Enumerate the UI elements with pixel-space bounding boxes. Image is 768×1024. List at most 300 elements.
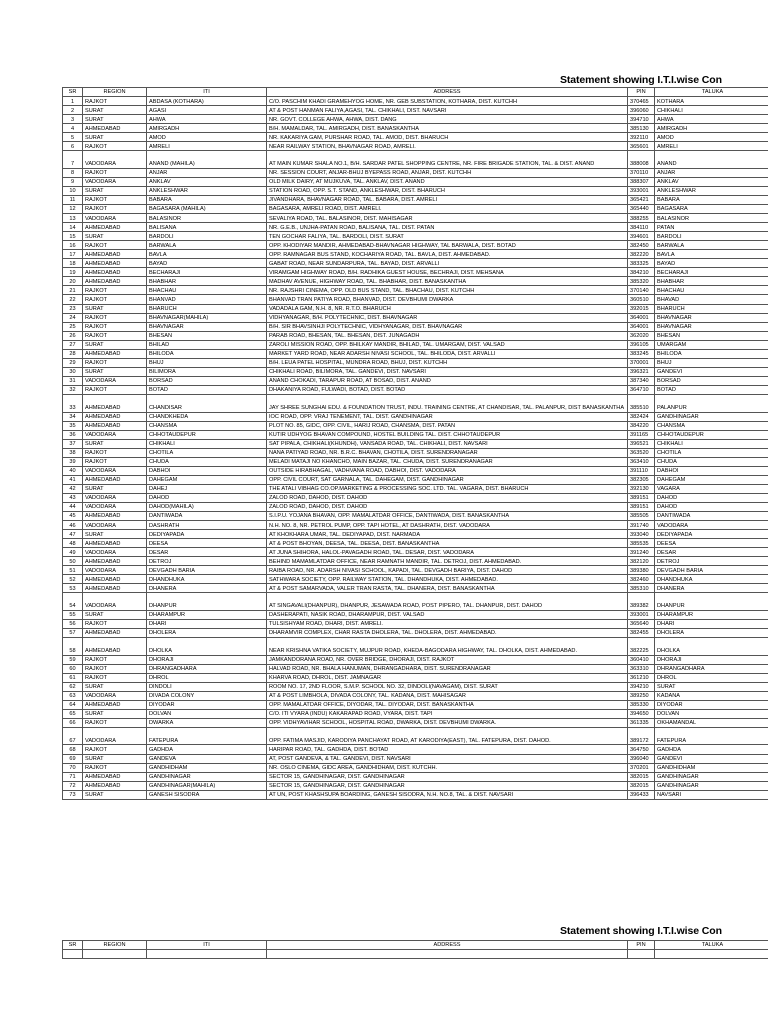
- table-row: [63, 457, 768, 466]
- cell-region: RAJKOT: [83, 358, 147, 367]
- cell-region: AHMEDABAD: [83, 349, 147, 358]
- table-row: [63, 277, 768, 286]
- cell-iti: BHILODA: [147, 349, 267, 358]
- cell-sr: 12: [63, 205, 83, 214]
- cell-address: THE ATALI VIBHAG CO.OP.MARKETING & PROCESSING SOC. LTD. TAL. VAGARA, DIST. BHARUCH: [267, 484, 628, 493]
- cell-address: OPP. VIDHYAVIHAR SCHOOL, HOSPITAL ROAD, DWARKA, DIST. DEVBHUMI DWARKA.: [267, 718, 628, 727]
- cell-pin: 365440: [628, 205, 655, 214]
- cell-sr: 69: [63, 754, 83, 763]
- cell-pin: 382305: [628, 475, 655, 484]
- cell-region: SURAT: [83, 106, 147, 115]
- cell-pin: 382455: [628, 629, 655, 638]
- cell-taluka: ANJAR: [655, 168, 768, 177]
- table-row: [63, 106, 768, 115]
- cell-iti: DABHOI: [147, 466, 267, 475]
- table-row: [63, 349, 768, 358]
- cell-region: VADODARA: [83, 691, 147, 700]
- cell-sr: 71: [63, 772, 83, 781]
- table-header-row-repeat: [63, 941, 768, 950]
- table-row: [63, 232, 768, 241]
- table-row: [63, 412, 768, 421]
- cell-sr: 55: [63, 610, 83, 619]
- cell-sr: 41: [63, 475, 83, 484]
- cell-sr: 49: [63, 548, 83, 557]
- cell-iti: DEVGADH BARIA: [147, 566, 267, 575]
- cell-taluka: DHANPUR: [655, 593, 768, 611]
- cell-taluka: DABHOI: [655, 466, 768, 475]
- cell-address: AT SINGAVALI(DHANPUR), DHANPUR, JESAWADA ROAD, POST PIPERO, TAL. DHANPUR, DIST. DAHOD: [267, 593, 628, 611]
- cell-address: RAIBA ROAD, NR. ADARSH NIVASI SCHOOL, KAPADI, TAL. DEVGADH BARIYA, DIST. DAHOD: [267, 566, 628, 575]
- cell-taluka: BAGASARA: [655, 205, 768, 214]
- table-row: [63, 286, 768, 295]
- cell-iti: DAHOD: [147, 493, 267, 502]
- header-region: REGION: [83, 941, 147, 950]
- cell-pin: 389250: [628, 691, 655, 700]
- cell-taluka: BOTAD: [655, 385, 768, 394]
- header-iti: ITI: [147, 88, 267, 97]
- cell-pin: 364001: [628, 322, 655, 331]
- cell-address: VADADALA GAM, N.H. 8, NR. R.T.O. BHARUCH: [267, 304, 628, 313]
- table-row: [63, 557, 768, 566]
- cell-taluka: BHACHAU: [655, 286, 768, 295]
- cell-iti: ANAND (MAHILA): [147, 151, 267, 169]
- cell-pin: 385310: [628, 584, 655, 593]
- cell-pin: 360410: [628, 655, 655, 664]
- cell-pin: 389151: [628, 493, 655, 502]
- cell-pin: 365421: [628, 195, 655, 204]
- cell-iti: DHANDHUKA: [147, 575, 267, 584]
- cell-pin: 393040: [628, 530, 655, 539]
- cell-region: RAJKOT: [83, 195, 147, 204]
- cell-pin: 392130: [628, 484, 655, 493]
- cell-sr: 50: [63, 557, 83, 566]
- cell-taluka: AMIRGADH: [655, 124, 768, 133]
- cell-taluka: DAHEGAM: [655, 475, 768, 484]
- table-row: [63, 97, 768, 106]
- cell-iti: BALASINOR: [147, 214, 267, 223]
- cell-iti: CHANDKHEDA: [147, 412, 267, 421]
- table-row: [63, 142, 768, 151]
- cell-iti: GANDHIDHAM: [147, 763, 267, 772]
- cell-pin: 382220: [628, 250, 655, 259]
- cell-region: AHMEDABAD: [83, 395, 147, 413]
- cell-pin: 364001: [628, 313, 655, 322]
- cell-iti: CHOTILA: [147, 448, 267, 457]
- cell-pin: 361335: [628, 718, 655, 727]
- cell-taluka: BAVLA: [655, 250, 768, 259]
- cell-region: RAJKOT: [83, 763, 147, 772]
- cell-iti: GANESH SISODRA: [147, 790, 267, 799]
- table-row: [63, 619, 768, 628]
- cell-pin: 388255: [628, 214, 655, 223]
- cell-sr: 46: [63, 521, 83, 530]
- cell-sr: 27: [63, 340, 83, 349]
- cell-sr: 44: [63, 502, 83, 511]
- cell-region: SURAT: [83, 682, 147, 691]
- cell-taluka: AMOD: [655, 133, 768, 142]
- cell-pin: 370201: [628, 763, 655, 772]
- cell-address: HALVAD ROAD, NR. BHALA HANUMAN, DHRANGADHARA, DIST. SURENDRANAGAR: [267, 664, 628, 673]
- cell-address: PLOT NO. 85, GIDC, OPP. CIVIL, HARIJ ROAD, CHANSMA, DIST. PATAN: [267, 421, 628, 430]
- cell-region: SURAT: [83, 709, 147, 718]
- table-row: [63, 385, 768, 394]
- cell-address: B/H. MAMALDAR, TAL. AMIRGADH, DIST. BANASKANTHA: [267, 124, 628, 133]
- cell-taluka: DHOLKA: [655, 638, 768, 656]
- cell-iti: CHIKHALI: [147, 439, 267, 448]
- cell-address: DHAKANIYA ROAD, FULWADI, BOTAD, DIST. BOTAD: [267, 385, 628, 394]
- cell-address: OPP. MAMALATDAR OFFICE, DIYODAR, TAL. DIYODAR, DIST. BANASKANTHA: [267, 700, 628, 709]
- table-row: [63, 223, 768, 232]
- header-taluka: TALUKA: [655, 941, 768, 950]
- cell-address: AT & POST BHOYAN, DEESA, TAL. DEESA, DIST. BANASKANTHA: [267, 539, 628, 548]
- cell-region: RAJKOT: [83, 619, 147, 628]
- cell-iti: CHANDISAR: [147, 395, 267, 413]
- cell-sr: 3: [63, 115, 83, 124]
- cell-iti: DANTIWADA: [147, 512, 267, 521]
- cell-address: JAMKANDORANA ROAD, NR. OVER BRIDGE, DHORAJI, DIST. RAJKOT: [267, 655, 628, 664]
- cell-region: RAJKOT: [83, 745, 147, 754]
- cell-taluka: DHARAMPUR: [655, 610, 768, 619]
- cell-address: DASHERAPATI, NASIK ROAD, DHARAMPUR, DIST. VALSAD: [267, 610, 628, 619]
- cell-sr: 4: [63, 124, 83, 133]
- cell-pin: 389151: [628, 502, 655, 511]
- cell-taluka: BAYAD: [655, 259, 768, 268]
- cell-region: SURAT: [83, 232, 147, 241]
- cell-region: VADODARA: [83, 430, 147, 439]
- table-row: [63, 700, 768, 709]
- cell-iti: BAYAD: [147, 259, 267, 268]
- cell-pin: 391110: [628, 466, 655, 475]
- cell-sr: 1: [63, 97, 83, 106]
- cell-address: BHANVAD TRAN PATIYA ROAD, BHANVAD, DIST. DEVBHUMI DWARKA: [267, 295, 628, 304]
- cell-pin: 392110: [628, 133, 655, 142]
- cell-iti: DETROJ: [147, 557, 267, 566]
- cell-iti: BARDOLI: [147, 232, 267, 241]
- cell-pin: 389382: [628, 593, 655, 611]
- cell-pin: 385535: [628, 539, 655, 548]
- table-row: [63, 629, 768, 638]
- cell-pin: 385320: [628, 277, 655, 286]
- table-row: [63, 727, 768, 745]
- cell-taluka: BABARA: [655, 195, 768, 204]
- cell-iti: DESAR: [147, 548, 267, 557]
- cell-sr: 59: [63, 655, 83, 664]
- cell-sr: 24: [63, 313, 83, 322]
- cell-sr: 67: [63, 727, 83, 745]
- empty-row: [63, 950, 768, 959]
- table-row: [63, 664, 768, 673]
- cell-sr: 34: [63, 412, 83, 421]
- cell-taluka: DAHOD: [655, 493, 768, 502]
- header-sr: SR: [63, 941, 83, 950]
- statement-title: Statement showing I.T.I.wise Con: [560, 74, 722, 86]
- cell-pin: 388307: [628, 177, 655, 186]
- cell-sr: 40: [63, 466, 83, 475]
- cell-region: VADODARA: [83, 177, 147, 186]
- cell-taluka: DHANDHUKA: [655, 575, 768, 584]
- cell-pin: 382015: [628, 781, 655, 790]
- cell-pin: 382450: [628, 241, 655, 250]
- cell-iti: ABDASA (KOTHARA): [147, 97, 267, 106]
- cell-pin: 389380: [628, 566, 655, 575]
- cell-iti: DINDOLI: [147, 682, 267, 691]
- cell-iti: BOTAD: [147, 385, 267, 394]
- table-row: [63, 584, 768, 593]
- cell-region: AHMEDABAD: [83, 557, 147, 566]
- cell-address: SECTOR 15, GANDHINAGAR, DIST. GANDHINAGAR: [267, 772, 628, 781]
- cell-taluka: BHABHAR: [655, 277, 768, 286]
- cell-taluka: GADHDA: [655, 745, 768, 754]
- cell-address: C/O. PASCHIM KHADI GRAMEHYOG HOME, NR. GEB SUBSTATION, KOTHARA, DIST. KUTCHH: [267, 97, 628, 106]
- table-row: [63, 781, 768, 790]
- cell-region: VADODARA: [83, 376, 147, 385]
- cell-iti: DEDIYAPADA: [147, 530, 267, 539]
- cell-iti: CHANSMA: [147, 421, 267, 430]
- cell-address: SECTOR 15, GANDHINAGAR, DIST. GANDHINAGAR: [267, 781, 628, 790]
- cell-pin: 388008: [628, 151, 655, 169]
- cell-pin: 382225: [628, 638, 655, 656]
- cell-iti: DAHOD(MAHILA): [147, 502, 267, 511]
- table-row: [63, 448, 768, 457]
- cell-region: RAJKOT: [83, 313, 147, 322]
- cell-iti: GADHDA: [147, 745, 267, 754]
- cell-address: TEN GOCHAR FALIYA, TAL. BARDOLI, DIST. SURAT: [267, 232, 628, 241]
- cell-taluka: DEESA: [655, 539, 768, 548]
- cell-region: VADODARA: [83, 566, 147, 575]
- cell-taluka: AMRELI: [655, 142, 768, 151]
- cell-region: AHMEDABAD: [83, 475, 147, 484]
- table-row: [63, 593, 768, 611]
- cell-taluka: BARWALA: [655, 241, 768, 250]
- cell-region: VADODARA: [83, 548, 147, 557]
- cell-sr: 13: [63, 214, 83, 223]
- cell-region: SURAT: [83, 754, 147, 763]
- cell-region: AHMEDABAD: [83, 781, 147, 790]
- cell-region: AHMEDABAD: [83, 124, 147, 133]
- table-row: [63, 691, 768, 700]
- cell-taluka: DEVGADH BARIA: [655, 566, 768, 575]
- iti-table: [62, 87, 768, 800]
- cell-taluka: BHAVAD: [655, 295, 768, 304]
- cell-sr: 16: [63, 241, 83, 250]
- cell-taluka: DIYODAR: [655, 700, 768, 709]
- cell-address: DHARAMVIR COMPLEX, CHAR RASTA DHOLERA, TAL. DHOLERA, DIST. AHMEDABAD.: [267, 629, 628, 638]
- cell-address: OUTSIDE HIRABHAGAL, VADHVANA ROAD, DABHOI, DIST. VADODARA: [267, 466, 628, 475]
- cell-region: AHMEDABAD: [83, 638, 147, 656]
- cell-address: SEVALIYA ROAD, TAL. BALASINOR, DIST. MAHISAGAR: [267, 214, 628, 223]
- cell-region: RAJKOT: [83, 241, 147, 250]
- cell-taluka: DAHOD: [655, 502, 768, 511]
- cell-address: IOC ROAD, OPP. VRAJ TENEMENT, TAL. DIST. GANDHINAGAR: [267, 412, 628, 421]
- cell-iti: BILIMORA: [147, 367, 267, 376]
- table-row: [63, 502, 768, 511]
- cell-sr: 22: [63, 295, 83, 304]
- table-row: [63, 439, 768, 448]
- header-iti: ITI: [147, 941, 267, 950]
- cell-pin: 365601: [628, 142, 655, 151]
- cell-taluka: DETROJ: [655, 557, 768, 566]
- header-pin: PIN: [628, 88, 655, 97]
- cell-iti: DIYODAR: [147, 700, 267, 709]
- cell-address: AT KHOKHARA UMAR, TAL. DEDIYAPAD, DIST. NARMADA: [267, 530, 628, 539]
- table-row: [63, 250, 768, 259]
- cell-address: AT MAIN KUMAR SHALA NO.1, B/H. SARDAR PATEL SHOPPING CENTRE, NR. FIRE BRIGADE STATION, TAL. & DIST. ANAND: [267, 151, 628, 169]
- cell-pin: 363310: [628, 664, 655, 673]
- cell-pin: 370465: [628, 97, 655, 106]
- cell-region: RAJKOT: [83, 168, 147, 177]
- cell-address: B/H. SIR BHAVSINHJI POLYTECHNIC, VIDHYANAGAR, DIST. BHAVNAGAR: [267, 322, 628, 331]
- cell-sr: 52: [63, 575, 83, 584]
- cell-address: VIRAMGAM HIGHWAY ROAD, B/H. RADHIKA GUEST HOUSE, BECHRAJI, DIST. MEHSANA: [267, 268, 628, 277]
- table-row: [63, 295, 768, 304]
- cell-taluka: ANKLAV: [655, 177, 768, 186]
- cell-taluka: DHROL: [655, 673, 768, 682]
- cell-iti: DHRANGADHARA: [147, 664, 267, 673]
- cell-pin: 363410: [628, 457, 655, 466]
- table-row: [63, 421, 768, 430]
- cell-iti: BHACHAU: [147, 286, 267, 295]
- cell-taluka: OKHAMANDAL: [655, 718, 768, 727]
- cell-sr: 17: [63, 250, 83, 259]
- cell-iti: DEESA: [147, 539, 267, 548]
- cell-region: RAJKOT: [83, 385, 147, 394]
- table-row: [63, 682, 768, 691]
- cell-region: RAJKOT: [83, 286, 147, 295]
- cell-taluka: KADANA: [655, 691, 768, 700]
- cell-taluka: SURAT: [655, 682, 768, 691]
- cell-region: VADODARA: [83, 521, 147, 530]
- cell-iti: DAHEJ: [147, 484, 267, 493]
- cell-iti: CHHOTAUDEPUR: [147, 430, 267, 439]
- cell-address: ZAROLI MISSION ROAD, OPP. BHILKAY MANDIR, BHILAD, TAL. UMARGAM, DIST. VALSAD: [267, 340, 628, 349]
- cell-pin: 382424: [628, 412, 655, 421]
- cell-region: VADODARA: [83, 214, 147, 223]
- table-row: [63, 395, 768, 413]
- cell-taluka: GANDEVI: [655, 754, 768, 763]
- cell-iti: AMOD: [147, 133, 267, 142]
- cell-region: SURAT: [83, 439, 147, 448]
- cell-pin: 391240: [628, 548, 655, 557]
- cell-taluka: DHORAJI: [655, 655, 768, 664]
- table-row: [63, 539, 768, 548]
- cell-sr: 62: [63, 682, 83, 691]
- cell-iti: BORSAD: [147, 376, 267, 385]
- header-region: REGION: [83, 88, 147, 97]
- cell-pin: 391740: [628, 521, 655, 530]
- cell-address: VIDHYANAGAR, B/H. POLYTECHNIC, DIST. BHAVNAGAR: [267, 313, 628, 322]
- table-row: [63, 745, 768, 754]
- table-row: [63, 772, 768, 781]
- table-row: [63, 304, 768, 313]
- cell-pin: 383325: [628, 259, 655, 268]
- cell-region: AHMEDABAD: [83, 268, 147, 277]
- cell-region: AHMEDABAD: [83, 412, 147, 421]
- cell-pin: 370140: [628, 286, 655, 295]
- cell-taluka: PALANPUR: [655, 395, 768, 413]
- cell-address: AT UN, POST KHASHSUPA BOARDING, GANESH SISODRA, N.H. NO.8, TAL. & DIST. NAVSARI: [267, 790, 628, 799]
- cell-address: HARIPAR ROAD, TAL. GADHDA, DIST. BOTAD: [267, 745, 628, 754]
- cell-pin: 393001: [628, 610, 655, 619]
- cell-address: ZALOD ROAD, DAHOD, DIST. DAHOD: [267, 502, 628, 511]
- cell-pin: 362020: [628, 331, 655, 340]
- cell-pin: 364710: [628, 385, 655, 394]
- cell-address: ANAND CHOKADI, TARAPUR ROAD, AT BOSAD, DIST. ANAND: [267, 376, 628, 385]
- cell-iti: DHOLERA: [147, 629, 267, 638]
- cell-iti: DHANPUR: [147, 593, 267, 611]
- statement-title-repeat: Statement showing I.T.I.wise Con: [560, 925, 722, 937]
- cell-region: AHMEDABAD: [83, 629, 147, 638]
- cell-taluka: CHIKHALI: [655, 106, 768, 115]
- cell-taluka: DESAR: [655, 548, 768, 557]
- cell-address: STATION ROAD, OPP. S.T. STAND, ANKLESHWAR, DIST. BHARUCH: [267, 186, 628, 195]
- cell-pin: 385510: [628, 395, 655, 413]
- cell-pin: 361210: [628, 673, 655, 682]
- cell-pin: 384110: [628, 223, 655, 232]
- cell-region: AHMEDABAD: [83, 575, 147, 584]
- cell-taluka: BHILODA: [655, 349, 768, 358]
- cell-iti: AMIRGADH: [147, 124, 267, 133]
- table-row: [63, 673, 768, 682]
- table-row: [63, 268, 768, 277]
- cell-iti: BAVLA: [147, 250, 267, 259]
- cell-iti: DWARKA: [147, 718, 267, 727]
- cell-sr: 72: [63, 781, 83, 790]
- cell-taluka: BALASINOR: [655, 214, 768, 223]
- cell-iti: DHARI: [147, 619, 267, 628]
- table-row: [63, 376, 768, 385]
- cell-region: RAJKOT: [83, 322, 147, 331]
- cell-taluka: DHRANGADHARA: [655, 664, 768, 673]
- cell-region: AHMEDABAD: [83, 512, 147, 521]
- cell-taluka: BHESAN: [655, 331, 768, 340]
- cell-address: OPP. CIVIL COURT, SAT GARNALA, TAL. DAHEGAM, DIST. GANDHINAGAR: [267, 475, 628, 484]
- cell-address: NR. G.E.B., UNJHA-PATAN ROAD, BALISANA, TAL. DIST. PATAN: [267, 223, 628, 232]
- cell-iti: DAHEGAM: [147, 475, 267, 484]
- cell-address: OPP. FATIMA MASJID, KARODIYA PANCHAYAT ROAD, AT KARODIYA(EAST), TAL. FATEPURA, DIST. DAHOD.: [267, 727, 628, 745]
- cell-address: NR. GOVT. COLLEGE AHWA, AHWA, DIST. DANG: [267, 115, 628, 124]
- cell-pin: 392015: [628, 304, 655, 313]
- cell-sr: 8: [63, 168, 83, 177]
- cell-region: AHMEDABAD: [83, 421, 147, 430]
- header-sr: SR: [63, 88, 83, 97]
- table-row: [63, 367, 768, 376]
- cell-address: AT & POST SAMARVADA, VALER TRAN RASTA, TAL. DHANERA, DIST. BANASKANTHA: [267, 584, 628, 593]
- table-row: [63, 322, 768, 331]
- cell-region: RAJKOT: [83, 655, 147, 664]
- cell-taluka: ANKLESHWAR: [655, 186, 768, 195]
- table-row: [63, 430, 768, 439]
- cell-region: SURAT: [83, 610, 147, 619]
- cell-taluka: FATEPURA: [655, 727, 768, 745]
- header-address: ADDRESS: [267, 88, 628, 97]
- table-row: [63, 763, 768, 772]
- cell-pin: 389172: [628, 727, 655, 745]
- table-row: [63, 313, 768, 322]
- cell-address: SATHWARA SOCIETY, OPP. RAILWAY STATION, TAL. DHANDHUKA, DIST. AHMEDABAD.: [267, 575, 628, 584]
- cell-address: NR. SESSION COURT, ANJAR-BHUJ BYEPASS ROAD, ANJAR, DIST. KUTCHH: [267, 168, 628, 177]
- cell-sr: 31: [63, 376, 83, 385]
- cell-iti: BHESAN: [147, 331, 267, 340]
- table-row: [63, 655, 768, 664]
- cell-taluka: DHARI: [655, 619, 768, 628]
- cell-taluka: CHHOTAUDEPUR: [655, 430, 768, 439]
- cell-sr: 65: [63, 709, 83, 718]
- table-row: [63, 177, 768, 186]
- cell-iti: FATEPURA: [147, 727, 267, 745]
- cell-address: AT, POST GANDEVA, & TAL. GANDEVI, DIST. NAVSARI: [267, 754, 628, 763]
- cell-address: KUTIR UDHYOG BHAVAN COMPOUND, HOSTEL BUILDING TAL. DIST. CHHOTAUDEPUR: [267, 430, 628, 439]
- cell-sr: 47: [63, 530, 83, 539]
